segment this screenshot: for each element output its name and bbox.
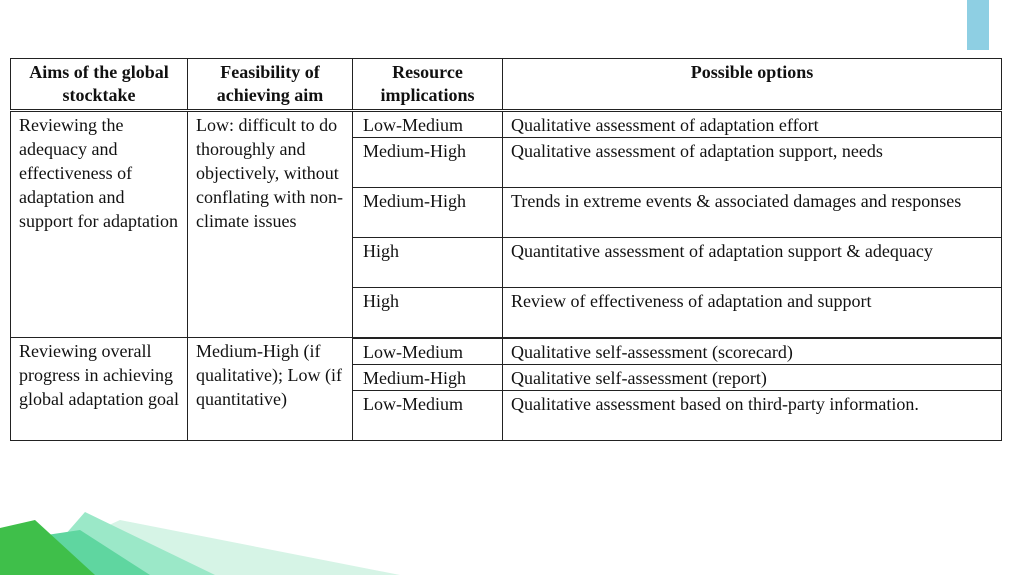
option-cell: Trends in extreme events & associated damages and responses (503, 188, 1002, 238)
header-resources: Resource implications (353, 59, 503, 111)
resource-cell: Medium-High (353, 364, 503, 390)
option-cell: Quantitative assessment of adaptation support & adequacy (503, 238, 1002, 288)
header-options: Possible options (503, 59, 1002, 111)
stocktake-table (10, 58, 1002, 441)
option-cell: Qualitative assessment of adaptation effort (503, 111, 1002, 138)
decorative-shapes (0, 500, 400, 575)
option-cell: Qualitative assessment based on third-party information. (503, 390, 1002, 440)
header-aims: Aims of the global stocktake (11, 59, 188, 111)
table-row (11, 111, 1002, 138)
option-cell: Qualitative assessment of adaptation support, needs (503, 138, 1002, 188)
aim-cell: Reviewing overall progress in achieving global adaptation goal (11, 338, 188, 441)
header-feasibility: Feasibility of achieving aim (188, 59, 353, 111)
resource-cell: Low-Medium (353, 111, 503, 138)
aim-cell: Reviewing the adequacy and effectiveness of adaptation and support for adaptation (11, 111, 188, 338)
option-cell: Qualitative self-assessment (scorecard) (503, 338, 1002, 365)
table-row (11, 338, 1002, 365)
option-cell: Qualitative self-assessment (report) (503, 364, 1002, 390)
accent-bar (967, 0, 989, 50)
feasibility-cell: Low: difficult to do thoroughly and objectively, without conflating with non-climate issues (188, 111, 353, 338)
resource-cell: Medium-High (353, 188, 503, 238)
resource-cell: Low-Medium (353, 390, 503, 440)
feasibility-cell: Medium-High (if qualitative); Low (if quantitative) (188, 338, 353, 441)
resource-cell: Medium-High (353, 138, 503, 188)
resource-cell: High (353, 288, 503, 338)
header-row (11, 59, 1002, 111)
option-cell: Review of effectiveness of adaptation and support (503, 288, 1002, 338)
resource-cell: Low-Medium (353, 338, 503, 365)
resource-cell: High (353, 238, 503, 288)
